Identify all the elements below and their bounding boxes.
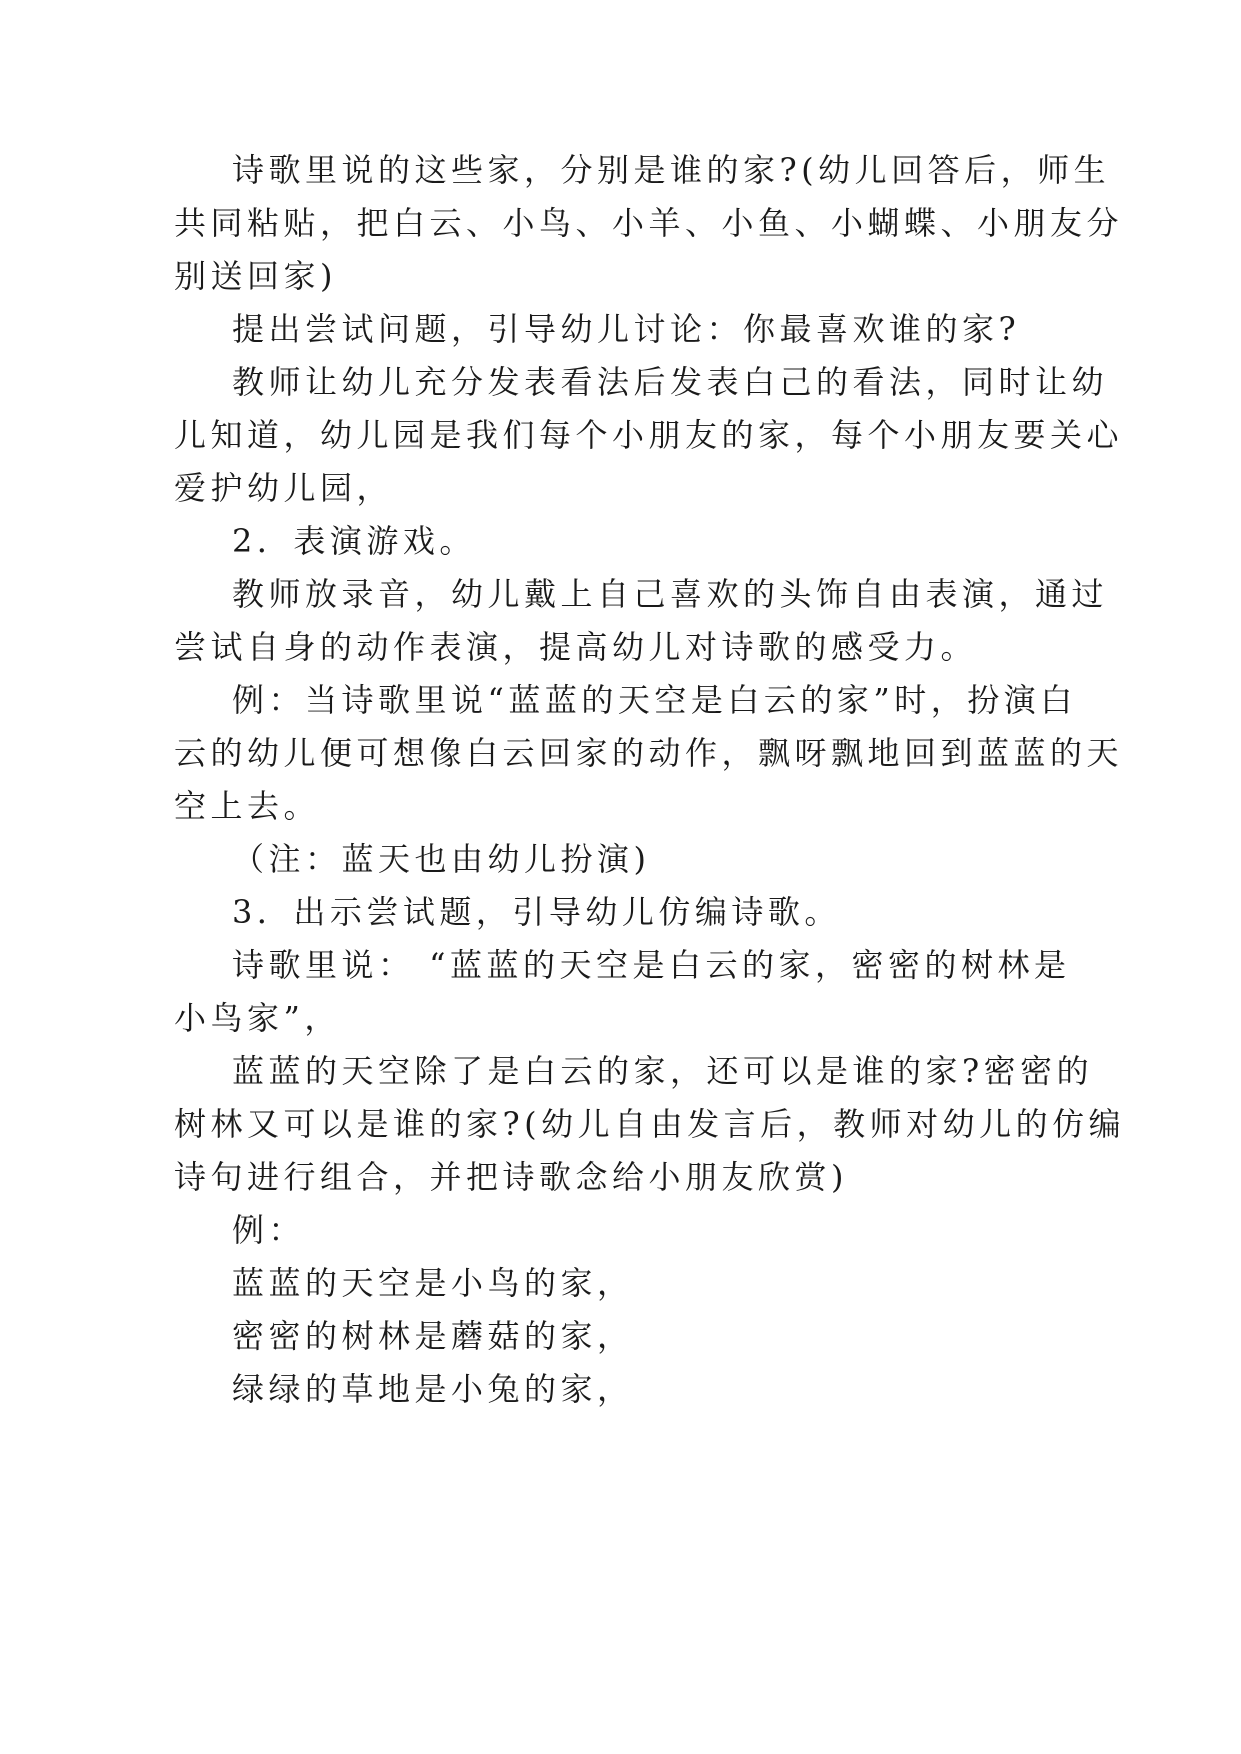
text-line: 提出尝试问题，引导幼儿讨论：你最喜欢谁的家?: [232, 310, 1021, 348]
text-line: 教师放录音，幼儿戴上自己喜欢的头饰自由表演，通过: [232, 575, 1109, 613]
text-line: 云的幼儿便可想像白云回家的动作，飘呀飘地回到蓝蓝的天: [174, 734, 1124, 772]
text-line: （注：蓝天也由幼儿扮演): [232, 840, 651, 878]
text-line: 小鸟家”，: [174, 999, 341, 1037]
text-line: 例：: [232, 1211, 306, 1249]
text-line: 蓝蓝的天空除了是白云的家，还可以是谁的家?密密的: [232, 1052, 1094, 1090]
text-line: 爱护幼儿园，: [174, 469, 394, 507]
text-line: 例：当诗歌里说“蓝蓝的天空是白云的家”时，扮演白: [232, 681, 1077, 719]
text-line: 树林又可以是谁的家?(幼儿自由发言后，教师对幼儿的仿编: [174, 1105, 1126, 1143]
text-line: 尝试自身的动作表演，提高幼儿对诗歌的感受力。: [174, 628, 978, 666]
text-line: 共同粘贴，把白云、小鸟、小羊、小鱼、小蝴蝶、小朋友分: [174, 204, 1124, 242]
text-line: 诗歌里说： “蓝蓝的天空是白云的家，密密的树林是: [232, 946, 1071, 984]
text-line: 绿绿的草地是小兔的家，: [232, 1370, 634, 1408]
text-line: 诗句进行组合，并把诗歌念给小朋友欣赏): [174, 1158, 848, 1196]
text-line: 空上去。: [174, 787, 321, 825]
text-line: 诗歌里说的这些家，分别是谁的家?(幼儿回答后，师生: [232, 151, 1111, 189]
text-line: 2．表演游戏。: [232, 522, 476, 560]
text-line: 教师让幼儿充分发表看法后发表白己的看法，同时让幼: [232, 363, 1109, 401]
text-line: 儿知道，幼儿园是我们每个小朋友的家，每个小朋友要关心: [174, 416, 1124, 454]
text-line: 别送回家): [174, 257, 337, 295]
text-line: 密密的树林是蘑菇的家，: [232, 1317, 634, 1355]
text-line: 蓝蓝的天空是小鸟的家，: [232, 1264, 634, 1302]
text-line: 3．出示尝试题，引导幼儿仿编诗歌。: [232, 893, 841, 931]
